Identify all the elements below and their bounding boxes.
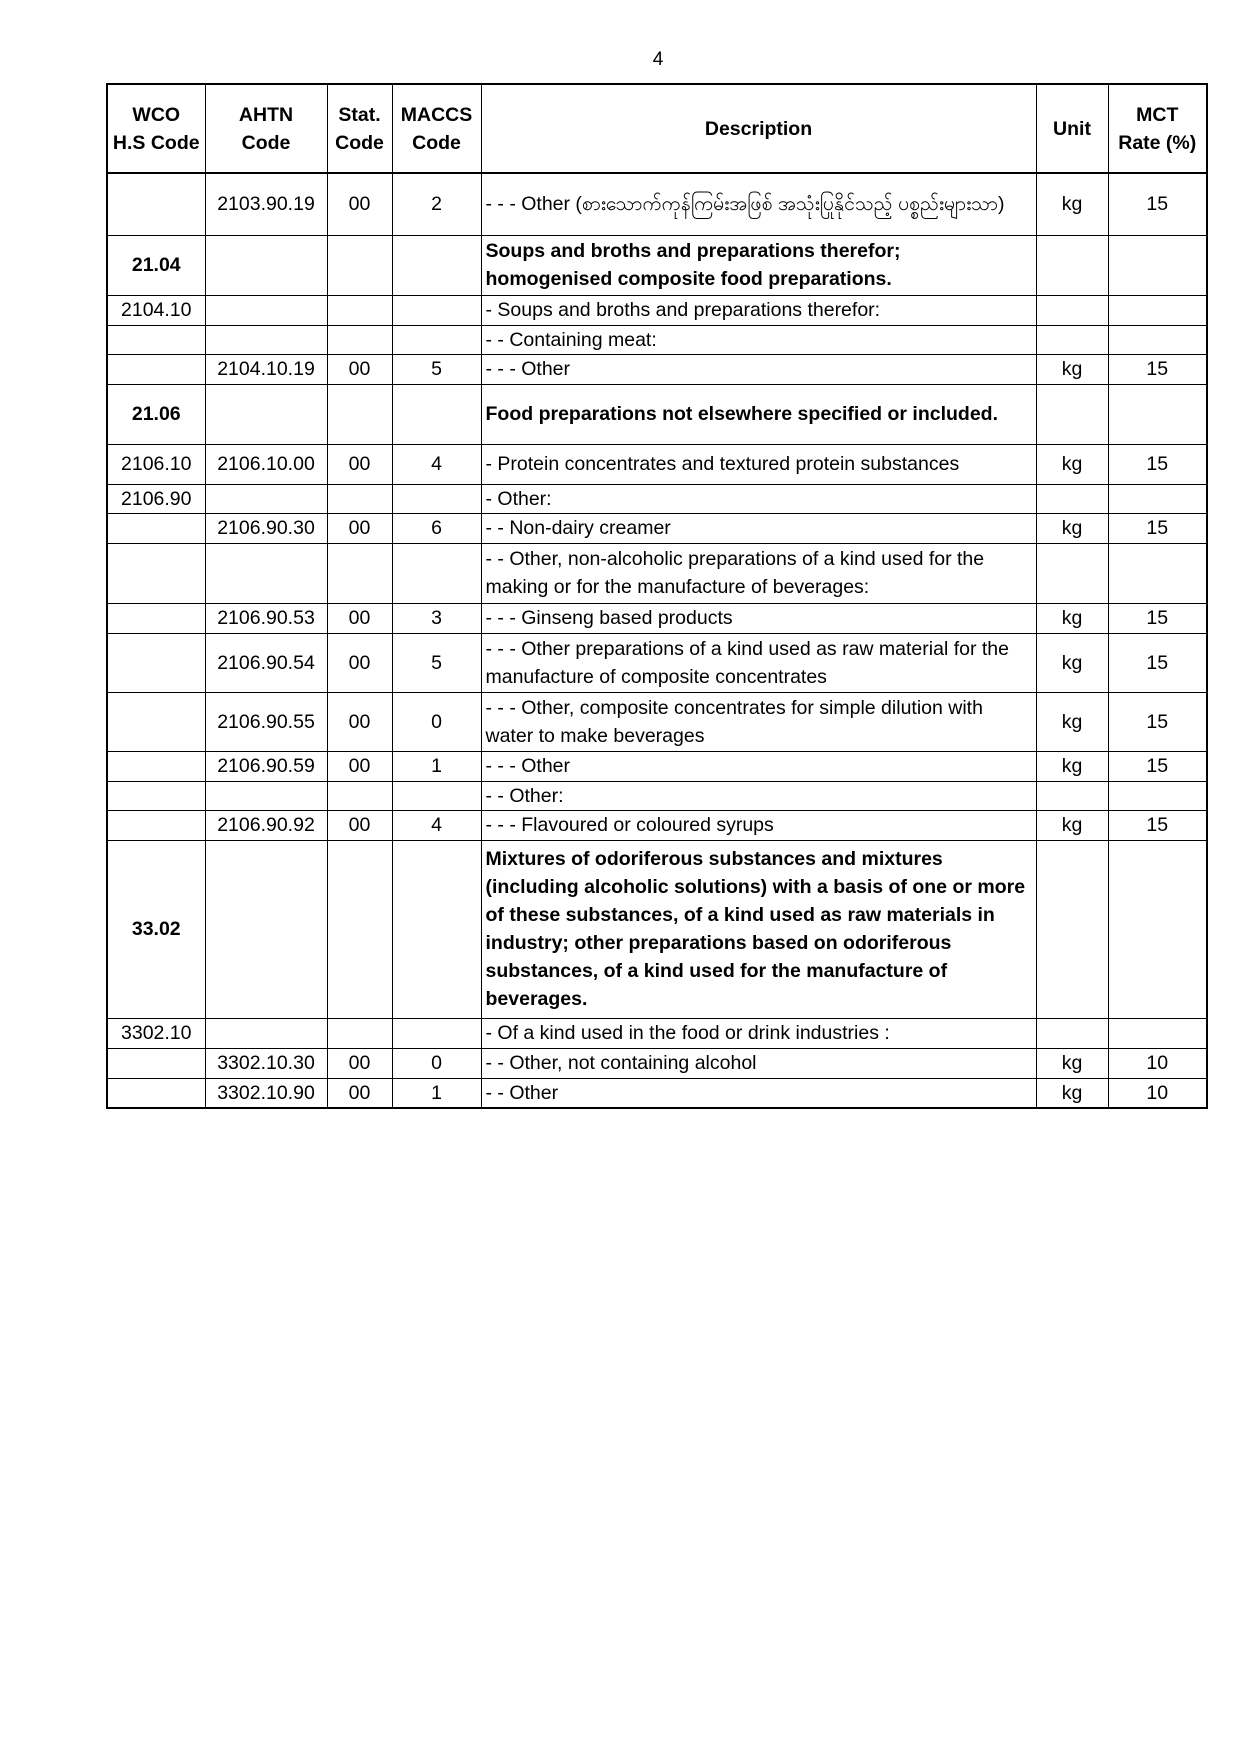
- cell-maccs-code: [392, 325, 481, 354]
- cell-maccs-code: 1: [392, 1078, 481, 1108]
- cell-mct-rate: [1108, 235, 1207, 295]
- cell-unit: [1036, 1018, 1108, 1048]
- table-row: [107, 1018, 1207, 1048]
- cell-unit: [1036, 325, 1108, 354]
- cell-wco-hs-code: 33.02: [107, 840, 205, 1018]
- cell-maccs-code: 5: [392, 633, 481, 692]
- cell-description: - - Other, not containing alcohol: [481, 1048, 1036, 1078]
- cell-stat-code: 00: [327, 354, 392, 384]
- cell-mct-rate: 15: [1108, 603, 1207, 633]
- cell-maccs-code: 1: [392, 751, 481, 781]
- cell-wco-hs-code: [107, 633, 205, 692]
- cell-description: - - - Other: [481, 751, 1036, 781]
- cell-description: - - - Other preparations of a kind used as raw material for the manufacture of composite concentrates: [481, 633, 1036, 692]
- cell-wco-hs-code: 21.04: [107, 235, 205, 295]
- cell-stat-code: 00: [327, 444, 392, 484]
- cell-maccs-code: 0: [392, 692, 481, 751]
- cell-ahtn-code: 2106.10.00: [205, 444, 327, 484]
- cell-mct-rate: 10: [1108, 1078, 1207, 1108]
- cell-mct-rate: [1108, 295, 1207, 325]
- cell-description: - - - Other, composite concentrates for simple dilution with water to make beverages: [481, 692, 1036, 751]
- cell-ahtn-code: 2106.90.92: [205, 810, 327, 840]
- table-row: [107, 444, 1207, 484]
- table-row: [107, 1048, 1207, 1078]
- table-row: [107, 513, 1207, 543]
- cell-ahtn-code: [205, 840, 327, 1018]
- cell-unit: kg: [1036, 354, 1108, 384]
- cell-wco-hs-code: [107, 810, 205, 840]
- cell-ahtn-code: 2106.90.55: [205, 692, 327, 751]
- cell-mct-rate: 15: [1108, 810, 1207, 840]
- cell-wco-hs-code: [107, 603, 205, 633]
- header-stat-code: Stat. Code: [327, 84, 392, 173]
- cell-maccs-code: [392, 781, 481, 810]
- cell-stat-code: [327, 781, 392, 810]
- cell-wco-hs-code: [107, 543, 205, 603]
- cell-maccs-code: [392, 1018, 481, 1048]
- cell-unit: [1036, 484, 1108, 513]
- cell-maccs-code: [392, 543, 481, 603]
- cell-description: - - Containing meat:: [481, 325, 1036, 354]
- cell-maccs-code: 0: [392, 1048, 481, 1078]
- cell-mct-rate: [1108, 543, 1207, 603]
- cell-stat-code: 00: [327, 751, 392, 781]
- cell-ahtn-code: [205, 543, 327, 603]
- cell-wco-hs-code: [107, 692, 205, 751]
- table-row: [107, 484, 1207, 513]
- cell-maccs-code: 4: [392, 810, 481, 840]
- page-number: 4: [652, 49, 664, 70]
- cell-stat-code: [327, 543, 392, 603]
- table-row: [107, 692, 1207, 751]
- cell-maccs-code: 5: [392, 354, 481, 384]
- cell-ahtn-code: [205, 1018, 327, 1048]
- cell-maccs-code: [392, 484, 481, 513]
- table-row: [107, 325, 1207, 354]
- cell-stat-code: 00: [327, 633, 392, 692]
- cell-wco-hs-code: [107, 1048, 205, 1078]
- header-mct-rate: MCT Rate (%): [1108, 84, 1207, 173]
- cell-description: - - - Ginseng based products: [481, 603, 1036, 633]
- table-row: [107, 840, 1207, 1018]
- cell-ahtn-code: 3302.10.90: [205, 1078, 327, 1108]
- cell-unit: kg: [1036, 692, 1108, 751]
- cell-mct-rate: 15: [1108, 354, 1207, 384]
- cell-wco-hs-code: 2104.10: [107, 295, 205, 325]
- cell-wco-hs-code: 21.06: [107, 384, 205, 444]
- cell-mct-rate: [1108, 781, 1207, 810]
- table-row: [107, 235, 1207, 295]
- cell-description: - Protein concentrates and textured protein substances: [481, 444, 1036, 484]
- cell-unit: [1036, 235, 1108, 295]
- cell-ahtn-code: [205, 235, 327, 295]
- cell-description: - Soups and broths and preparations therefor:: [481, 295, 1036, 325]
- cell-unit: [1036, 781, 1108, 810]
- cell-mct-rate: [1108, 384, 1207, 444]
- cell-stat-code: [327, 484, 392, 513]
- cell-ahtn-code: 2106.90.54: [205, 633, 327, 692]
- cell-unit: kg: [1036, 513, 1108, 543]
- cell-stat-code: 00: [327, 1078, 392, 1108]
- header-description: Description: [481, 84, 1036, 173]
- header-ahtn-code: AHTN Code: [205, 84, 327, 173]
- table-row: [107, 751, 1207, 781]
- cell-wco-hs-code: [107, 354, 205, 384]
- cell-mct-rate: 15: [1108, 173, 1207, 235]
- cell-maccs-code: [392, 384, 481, 444]
- cell-unit: kg: [1036, 1078, 1108, 1108]
- cell-mct-rate: 15: [1108, 751, 1207, 781]
- cell-description: - - Other:: [481, 781, 1036, 810]
- cell-description: Food preparations not elsewhere specified or included.: [481, 384, 1036, 444]
- cell-mct-rate: 10: [1108, 1048, 1207, 1078]
- cell-maccs-code: 3: [392, 603, 481, 633]
- cell-unit: [1036, 295, 1108, 325]
- cell-description: - - Other: [481, 1078, 1036, 1108]
- cell-maccs-code: [392, 840, 481, 1018]
- cell-stat-code: 00: [327, 1048, 392, 1078]
- table-row: [107, 810, 1207, 840]
- cell-wco-hs-code: [107, 751, 205, 781]
- cell-ahtn-code: 2103.90.19: [205, 173, 327, 235]
- cell-mct-rate: [1108, 840, 1207, 1018]
- table-row: [107, 295, 1207, 325]
- cell-stat-code: 00: [327, 173, 392, 235]
- tariff-table: [106, 83, 1208, 1109]
- cell-mct-rate: 15: [1108, 692, 1207, 751]
- cell-ahtn-code: [205, 384, 327, 444]
- cell-stat-code: 00: [327, 810, 392, 840]
- cell-maccs-code: 4: [392, 444, 481, 484]
- cell-wco-hs-code: 2106.90: [107, 484, 205, 513]
- cell-unit: kg: [1036, 603, 1108, 633]
- cell-stat-code: [327, 1018, 392, 1048]
- cell-unit: kg: [1036, 173, 1108, 235]
- cell-mct-rate: 15: [1108, 444, 1207, 484]
- cell-stat-code: 00: [327, 692, 392, 751]
- table-row: [107, 384, 1207, 444]
- cell-wco-hs-code: [107, 781, 205, 810]
- cell-maccs-code: 6: [392, 513, 481, 543]
- cell-maccs-code: [392, 235, 481, 295]
- cell-description: Soups and broths and preparations therefor; homogenised composite food preparations.: [481, 235, 1036, 295]
- cell-description: - - Non-dairy creamer: [481, 513, 1036, 543]
- cell-ahtn-code: 2106.90.59: [205, 751, 327, 781]
- cell-ahtn-code: [205, 484, 327, 513]
- cell-mct-rate: [1108, 484, 1207, 513]
- cell-stat-code: [327, 840, 392, 1018]
- table-row: [107, 173, 1207, 235]
- table-row: [107, 1078, 1207, 1108]
- cell-stat-code: [327, 295, 392, 325]
- table-row: [107, 633, 1207, 692]
- cell-mct-rate: 15: [1108, 633, 1207, 692]
- cell-description: - Other:: [481, 484, 1036, 513]
- table-row: [107, 781, 1207, 810]
- cell-wco-hs-code: 3302.10: [107, 1018, 205, 1048]
- cell-unit: [1036, 384, 1108, 444]
- table-row: [107, 354, 1207, 384]
- header-unit: Unit: [1036, 84, 1108, 173]
- cell-ahtn-code: 2104.10.19: [205, 354, 327, 384]
- cell-unit: kg: [1036, 633, 1108, 692]
- cell-ahtn-code: [205, 295, 327, 325]
- cell-unit: kg: [1036, 444, 1108, 484]
- cell-unit: kg: [1036, 751, 1108, 781]
- cell-ahtn-code: 3302.10.30: [205, 1048, 327, 1078]
- cell-description: - Of a kind used in the food or drink industries :: [481, 1018, 1036, 1048]
- cell-mct-rate: 15: [1108, 513, 1207, 543]
- cell-maccs-code: 2: [392, 173, 481, 235]
- table-body: [107, 173, 1207, 1108]
- cell-ahtn-code: [205, 781, 327, 810]
- cell-wco-hs-code: [107, 325, 205, 354]
- cell-description: - - - Other (စားသောက်ကုန်ကြမ်းအဖြစ် အသုံးပြုနိုင်သည့် ပစ္စည်းများသာ): [481, 173, 1036, 235]
- cell-description: - - - Other: [481, 354, 1036, 384]
- cell-wco-hs-code: [107, 513, 205, 543]
- cell-wco-hs-code: [107, 173, 205, 235]
- cell-stat-code: 00: [327, 603, 392, 633]
- table-row: [107, 543, 1207, 603]
- cell-unit: kg: [1036, 810, 1108, 840]
- table-row: [107, 603, 1207, 633]
- table-header-row: [107, 84, 1207, 173]
- cell-unit: [1036, 840, 1108, 1018]
- cell-ahtn-code: 2106.90.53: [205, 603, 327, 633]
- cell-ahtn-code: [205, 325, 327, 354]
- cell-unit: kg: [1036, 1048, 1108, 1078]
- cell-stat-code: [327, 384, 392, 444]
- cell-maccs-code: [392, 295, 481, 325]
- cell-unit: [1036, 543, 1108, 603]
- cell-wco-hs-code: [107, 1078, 205, 1108]
- cell-stat-code: [327, 325, 392, 354]
- cell-wco-hs-code: 2106.10: [107, 444, 205, 484]
- cell-description: - - Other, non-alcoholic preparations of a kind used for the making or for the manufacture of beverages:: [481, 543, 1036, 603]
- cell-mct-rate: [1108, 1018, 1207, 1048]
- cell-ahtn-code: 2106.90.30: [205, 513, 327, 543]
- cell-stat-code: [327, 235, 392, 295]
- cell-description: Mixtures of odoriferous substances and mixtures (including alcoholic solutions) with a basis of one or more of these substances, of a kind used as raw materials in industry; other preparations based on odoriferous substances, of a kind used for the manufacture of beverages.: [481, 840, 1036, 1018]
- cell-stat-code: 00: [327, 513, 392, 543]
- header-wco-hs-code: WCO H.S Code: [107, 84, 205, 173]
- cell-description: - - - Flavoured or coloured syrups: [481, 810, 1036, 840]
- header-maccs-code: MACCS Code: [392, 84, 481, 173]
- cell-mct-rate: [1108, 325, 1207, 354]
